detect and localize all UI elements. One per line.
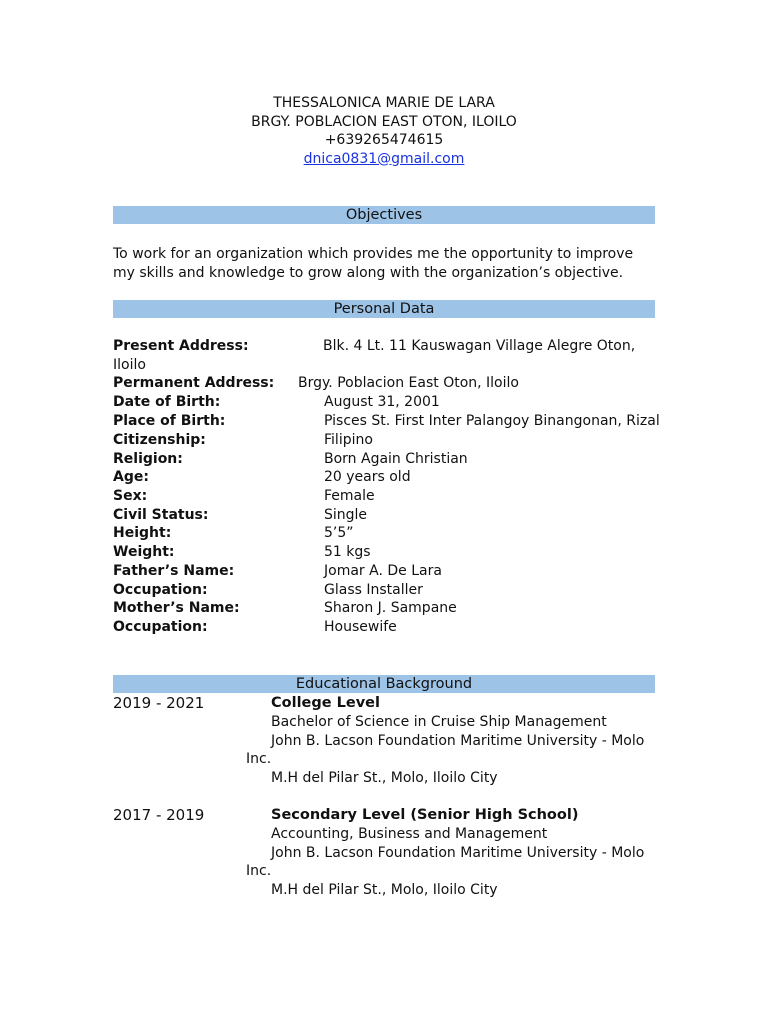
education-school-address: M.H del Pilar St., Molo, Iloilo City [271, 770, 498, 786]
religion-row [113, 450, 673, 469]
education-school-cont: Inc. [246, 863, 272, 879]
mother-name-label: Mother’s Name: [113, 600, 240, 616]
age-row [113, 468, 673, 487]
weight-label: Weight: [113, 544, 175, 560]
sex-value: Female [324, 488, 375, 504]
religion-label: Religion: [113, 451, 183, 467]
citizenship-row [113, 431, 673, 450]
education-course: Bachelor of Science in Cruise Ship Management [271, 714, 607, 730]
permanent-address-row [113, 374, 673, 393]
objectives-heading: Objectives [113, 206, 655, 224]
mother-name-row [113, 599, 673, 618]
objectives-text: To work for an organization which provides me the opportunity to improve my skills and knowledge to grow along with the organization’s objective. [113, 246, 634, 281]
place-of-birth-label: Place of Birth: [113, 413, 226, 429]
father-name-label: Father’s Name: [113, 563, 235, 579]
religion-value: Born Again Christian [324, 451, 468, 467]
mother-occupation-label: Occupation: [113, 619, 208, 635]
education-school: John B. Lacson Foundation Maritime University - Molo [271, 845, 645, 861]
educational-background-heading: Educational Background [113, 675, 655, 693]
citizenship-label: Citizenship: [113, 432, 206, 448]
place-of-birth-row [113, 412, 673, 431]
applicant-address: BRGY. POBLACION EAST OTON, ILOILO [251, 113, 517, 130]
mother-occupation-row [113, 618, 673, 637]
education-course: Accounting, Business and Management [271, 826, 548, 842]
place-of-birth-value: Pisces St. First Inter Palangoy Binangonan, Rizal [324, 413, 660, 429]
date-of-birth-value: August 31, 2001 [324, 394, 440, 410]
father-occupation-value: Glass Installer [324, 582, 423, 598]
present-address-row [113, 337, 673, 356]
date-of-birth-row [113, 393, 673, 412]
weight-value: 51 kgs [324, 544, 371, 560]
applicant-name: THESSALONICA MARIE DE LARA [273, 95, 495, 111]
father-occupation-row [113, 581, 673, 600]
father-occupation-label: Occupation: [113, 582, 208, 598]
education-school: John B. Lacson Foundation Maritime University - Molo [271, 733, 645, 749]
education-years: 2019 - 2021 [113, 694, 205, 712]
resume-header [0, 94, 768, 168]
sex-row [113, 487, 673, 506]
age-value: 20 years old [324, 469, 411, 485]
height-value: 5’5” [324, 525, 354, 541]
citizenship-value: Filipino [324, 432, 373, 448]
permanent-address-label: Permanent Address: [113, 375, 275, 391]
civil-status-row [113, 506, 673, 525]
weight-row [113, 543, 673, 562]
education-school-address: M.H del Pilar St., Molo, Iloilo City [271, 882, 498, 898]
education-years: 2017 - 2019 [113, 806, 205, 824]
education-school-cont: Inc. [246, 751, 272, 767]
applicant-email-link[interactable]: dnica0831@gmail.com [303, 150, 465, 167]
education-entry [113, 694, 673, 794]
education-level: Secondary Level (Senior High School) [271, 807, 579, 823]
sex-label: Sex: [113, 488, 148, 504]
civil-status-label: Civil Status: [113, 507, 209, 523]
date-of-birth-label: Date of Birth: [113, 394, 221, 410]
father-name-row [113, 562, 673, 581]
age-label: Age: [113, 469, 149, 485]
height-label: Height: [113, 525, 172, 541]
applicant-phone: +639265474615 [324, 132, 444, 148]
mother-name-value: Sharon J. Sampane [324, 600, 457, 616]
mother-occupation-value: Housewife [324, 619, 397, 635]
present-address-value: Blk. 4 Lt. 11 Kauswagan Village Alegre Oton, [323, 338, 636, 354]
civil-status-value: Single [324, 507, 368, 523]
education-level: College Level [271, 695, 380, 711]
permanent-address-value: Brgy. Poblacion East Oton, Iloilo [298, 375, 519, 391]
present-address-label: Present Address: [113, 338, 249, 354]
present-address-cont-row [113, 356, 673, 375]
father-name-value: Jomar A. De Lara [324, 563, 442, 579]
education-entry [113, 806, 673, 906]
personal-data-heading: Personal Data [113, 300, 655, 318]
height-row [113, 524, 673, 543]
present-address-value-cont: Iloilo [113, 357, 146, 373]
